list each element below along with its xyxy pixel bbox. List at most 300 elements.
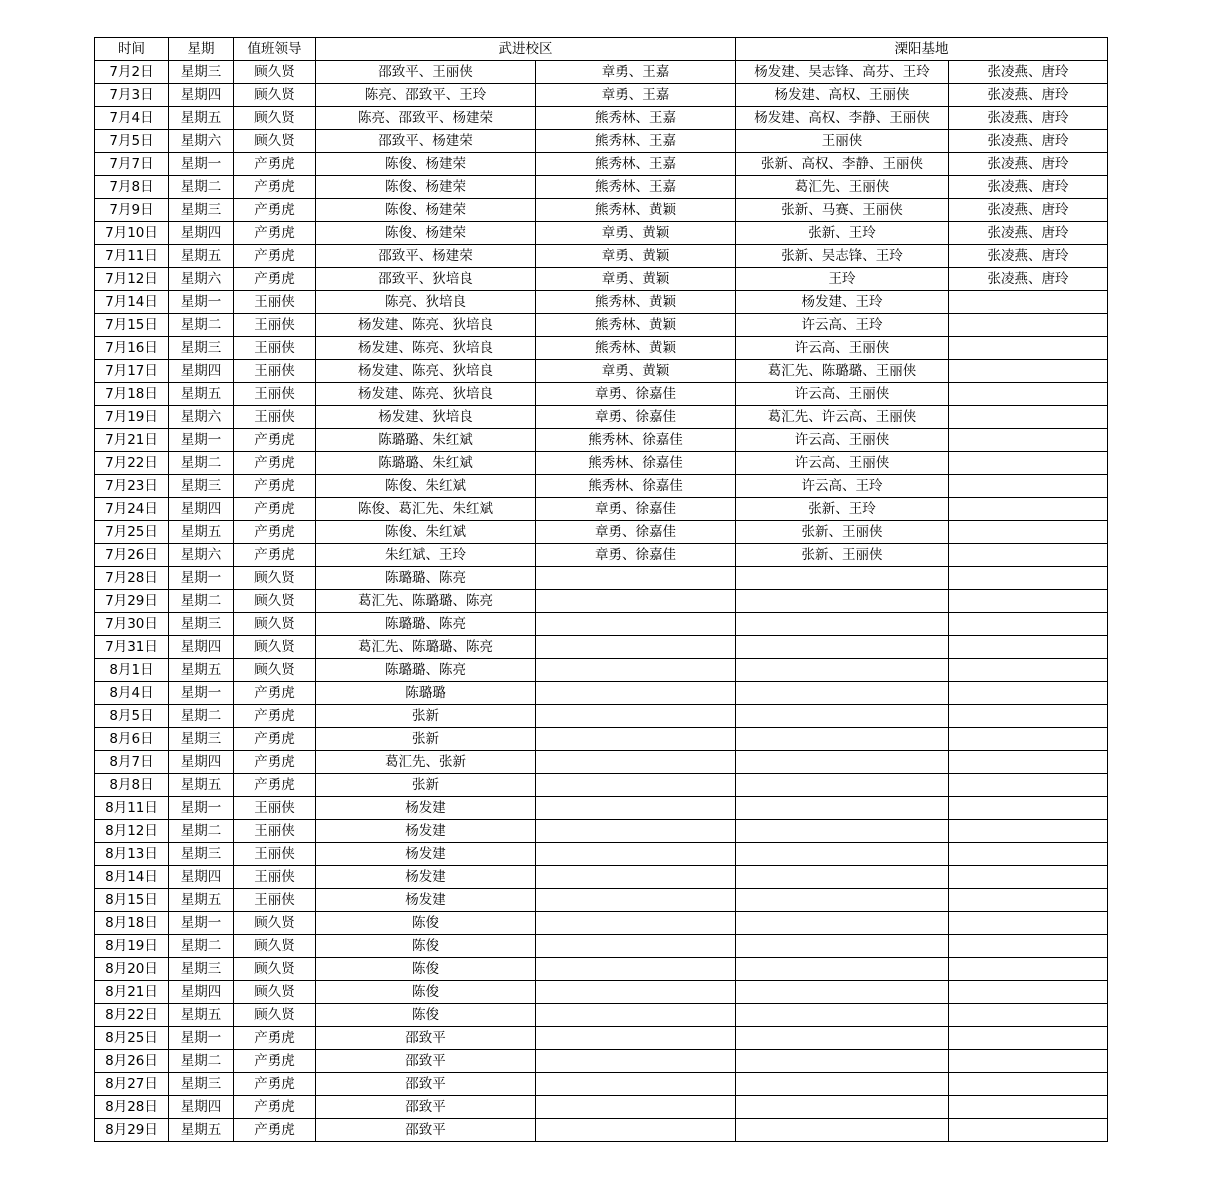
cell-date: 7月23日 [95, 475, 169, 498]
cell-liyang-1: 葛汇先、王丽侠 [736, 176, 949, 199]
cell-liyang-2 [949, 682, 1108, 705]
cell-weekday: 星期四 [169, 1096, 234, 1119]
cell-wujin-2 [536, 659, 736, 682]
cell-liyang-1 [736, 682, 949, 705]
cell-date: 7月11日 [95, 245, 169, 268]
cell-liyang-1: 张新、马赛、王丽侠 [736, 199, 949, 222]
cell-liyang-2 [949, 981, 1108, 1004]
cell-wujin-1: 邵致平 [316, 1073, 536, 1096]
cell-wujin-2 [536, 889, 736, 912]
cell-date: 7月18日 [95, 383, 169, 406]
cell-leader: 王丽侠 [234, 291, 316, 314]
cell-wujin-2 [536, 1050, 736, 1073]
cell-leader: 顾久贤 [234, 636, 316, 659]
cell-wujin-2: 章勇、王嘉 [536, 61, 736, 84]
cell-date: 8月22日 [95, 1004, 169, 1027]
cell-wujin-1: 陈璐璐、朱红斌 [316, 429, 536, 452]
cell-wujin-1: 陈俊、杨建荣 [316, 176, 536, 199]
cell-liyang-2 [949, 751, 1108, 774]
table-row [95, 1027, 1108, 1050]
cell-wujin-1: 邵致平、杨建荣 [316, 245, 536, 268]
cell-liyang-2 [949, 705, 1108, 728]
cell-wujin-2 [536, 705, 736, 728]
cell-liyang-2: 张凌燕、唐玲 [949, 153, 1108, 176]
cell-leader: 产勇虎 [234, 429, 316, 452]
cell-wujin-1: 陈亮、邵致平、王玲 [316, 84, 536, 107]
cell-liyang-2 [949, 866, 1108, 889]
cell-liyang-1: 杨发建、高权、李静、王丽侠 [736, 107, 949, 130]
cell-leader: 产勇虎 [234, 521, 316, 544]
cell-leader: 顾久贤 [234, 958, 316, 981]
cell-wujin-1: 张新 [316, 705, 536, 728]
table-row [95, 360, 1108, 383]
cell-weekday: 星期六 [169, 544, 234, 567]
cell-date: 8月29日 [95, 1119, 169, 1142]
cell-wujin-2: 熊秀林、徐嘉佳 [536, 452, 736, 475]
cell-wujin-1: 张新 [316, 728, 536, 751]
cell-wujin-1: 陈璐璐、朱红斌 [316, 452, 536, 475]
cell-weekday: 星期一 [169, 912, 234, 935]
cell-liyang-2 [949, 889, 1108, 912]
cell-date: 8月6日 [95, 728, 169, 751]
cell-wujin-2: 熊秀林、徐嘉佳 [536, 475, 736, 498]
cell-wujin-1: 陈俊 [316, 1004, 536, 1027]
cell-liyang-1: 许云高、王丽侠 [736, 452, 949, 475]
cell-liyang-1: 许云高、王玲 [736, 475, 949, 498]
cell-liyang-1: 张新、吴志锋、王玲 [736, 245, 949, 268]
cell-liyang-1: 许云高、王丽侠 [736, 337, 949, 360]
cell-wujin-2 [536, 567, 736, 590]
cell-liyang-2: 张凌燕、唐玲 [949, 176, 1108, 199]
cell-leader: 产勇虎 [234, 245, 316, 268]
cell-weekday: 星期四 [169, 981, 234, 1004]
cell-date: 8月28日 [95, 1096, 169, 1119]
cell-date: 8月12日 [95, 820, 169, 843]
table-row [95, 544, 1108, 567]
cell-liyang-2: 张凌燕、唐玲 [949, 61, 1108, 84]
cell-leader: 王丽侠 [234, 337, 316, 360]
cell-liyang-2 [949, 1004, 1108, 1027]
cell-liyang-1: 杨发建、高权、王丽侠 [736, 84, 949, 107]
table-row [95, 176, 1108, 199]
table-row [95, 1119, 1108, 1142]
table-row [95, 820, 1108, 843]
cell-liyang-2 [949, 935, 1108, 958]
header-weekday: 星期 [169, 38, 234, 61]
cell-leader: 产勇虎 [234, 1096, 316, 1119]
cell-date: 7月19日 [95, 406, 169, 429]
cell-leader: 顾久贤 [234, 61, 316, 84]
cell-wujin-2: 章勇、黄颖 [536, 245, 736, 268]
cell-wujin-1: 邵致平 [316, 1119, 536, 1142]
cell-date: 8月15日 [95, 889, 169, 912]
cell-liyang-2 [949, 1050, 1108, 1073]
cell-liyang-1 [736, 728, 949, 751]
cell-leader: 王丽侠 [234, 406, 316, 429]
cell-wujin-1: 陈俊、朱红斌 [316, 521, 536, 544]
cell-liyang-2 [949, 590, 1108, 613]
cell-date: 8月7日 [95, 751, 169, 774]
cell-date: 7月22日 [95, 452, 169, 475]
cell-wujin-2: 熊秀林、王嘉 [536, 176, 736, 199]
cell-liyang-1: 张新、高权、李静、王丽侠 [736, 153, 949, 176]
cell-wujin-2 [536, 1119, 736, 1142]
cell-weekday: 星期六 [169, 268, 234, 291]
table-row [95, 843, 1108, 866]
table-row [95, 935, 1108, 958]
cell-leader: 顾久贤 [234, 107, 316, 130]
cell-date: 7月10日 [95, 222, 169, 245]
cell-wujin-1: 陈璐璐、陈亮 [316, 567, 536, 590]
cell-weekday: 星期三 [169, 475, 234, 498]
cell-liyang-2 [949, 567, 1108, 590]
cell-wujin-2 [536, 774, 736, 797]
cell-liyang-2 [949, 636, 1108, 659]
cell-leader: 产勇虎 [234, 222, 316, 245]
cell-wujin-2 [536, 728, 736, 751]
cell-date: 8月5日 [95, 705, 169, 728]
cell-weekday: 星期四 [169, 84, 234, 107]
cell-liyang-2 [949, 958, 1108, 981]
cell-leader: 顾久贤 [234, 935, 316, 958]
cell-leader: 产勇虎 [234, 199, 316, 222]
cell-date: 7月8日 [95, 176, 169, 199]
cell-wujin-1: 邵致平、王丽侠 [316, 61, 536, 84]
cell-date: 7月21日 [95, 429, 169, 452]
cell-wujin-1: 陈俊 [316, 981, 536, 1004]
cell-wujin-2: 章勇、徐嘉佳 [536, 383, 736, 406]
cell-wujin-1: 邵致平 [316, 1096, 536, 1119]
cell-leader: 产勇虎 [234, 268, 316, 291]
table-row [95, 751, 1108, 774]
cell-wujin-1: 陈璐璐 [316, 682, 536, 705]
cell-weekday: 星期一 [169, 567, 234, 590]
cell-date: 7月2日 [95, 61, 169, 84]
cell-wujin-1: 杨发建、陈亮、狄培良 [316, 360, 536, 383]
cell-wujin-2 [536, 820, 736, 843]
cell-weekday: 星期四 [169, 866, 234, 889]
cell-weekday: 星期六 [169, 406, 234, 429]
cell-wujin-2 [536, 981, 736, 1004]
cell-liyang-1 [736, 1119, 949, 1142]
table-row [95, 521, 1108, 544]
cell-leader: 王丽侠 [234, 843, 316, 866]
cell-liyang-2 [949, 1096, 1108, 1119]
cell-leader: 顾久贤 [234, 590, 316, 613]
cell-weekday: 星期五 [169, 774, 234, 797]
cell-wujin-2 [536, 1096, 736, 1119]
cell-liyang-2: 张凌燕、唐玲 [949, 84, 1108, 107]
cell-wujin-2: 熊秀林、王嘉 [536, 130, 736, 153]
cell-liyang-1 [736, 1050, 949, 1073]
cell-liyang-1 [736, 705, 949, 728]
table-row [95, 383, 1108, 406]
cell-wujin-1: 陈璐璐、陈亮 [316, 659, 536, 682]
cell-wujin-2 [536, 590, 736, 613]
cell-wujin-1: 陈俊 [316, 935, 536, 958]
cell-wujin-1: 陈俊、杨建荣 [316, 222, 536, 245]
cell-leader: 顾久贤 [234, 1004, 316, 1027]
cell-leader: 产勇虎 [234, 705, 316, 728]
cell-date: 7月25日 [95, 521, 169, 544]
cell-liyang-1: 许云高、王玲 [736, 314, 949, 337]
cell-date: 8月4日 [95, 682, 169, 705]
cell-date: 7月17日 [95, 360, 169, 383]
cell-weekday: 星期三 [169, 337, 234, 360]
table-row [95, 728, 1108, 751]
cell-date: 7月16日 [95, 337, 169, 360]
cell-liyang-2 [949, 360, 1108, 383]
table-row [95, 337, 1108, 360]
cell-liyang-1 [736, 659, 949, 682]
cell-weekday: 星期一 [169, 797, 234, 820]
cell-wujin-2 [536, 613, 736, 636]
duty-schedule-table [94, 37, 1108, 1142]
cell-wujin-2: 熊秀林、黄颖 [536, 291, 736, 314]
cell-liyang-2 [949, 774, 1108, 797]
cell-wujin-2: 熊秀林、徐嘉佳 [536, 429, 736, 452]
table-row [95, 475, 1108, 498]
cell-leader: 产勇虎 [234, 1050, 316, 1073]
cell-wujin-2: 章勇、徐嘉佳 [536, 521, 736, 544]
cell-wujin-1: 陈俊、杨建荣 [316, 199, 536, 222]
cell-date: 8月25日 [95, 1027, 169, 1050]
cell-weekday: 星期四 [169, 636, 234, 659]
cell-wujin-2: 章勇、徐嘉佳 [536, 498, 736, 521]
table-row [95, 912, 1108, 935]
table-row [95, 130, 1108, 153]
cell-wujin-1: 张新 [316, 774, 536, 797]
cell-wujin-2 [536, 797, 736, 820]
cell-liyang-1 [736, 981, 949, 1004]
cell-wujin-1: 杨发建 [316, 866, 536, 889]
table-row [95, 682, 1108, 705]
cell-weekday: 星期三 [169, 199, 234, 222]
table-row [95, 659, 1108, 682]
table-row [95, 866, 1108, 889]
header-liyang-base: 溧阳基地 [736, 38, 1108, 61]
cell-wujin-1: 朱红斌、王玲 [316, 544, 536, 567]
cell-liyang-2 [949, 429, 1108, 452]
cell-liyang-2 [949, 337, 1108, 360]
cell-liyang-2 [949, 452, 1108, 475]
cell-date: 8月14日 [95, 866, 169, 889]
cell-liyang-1: 张新、王玲 [736, 498, 949, 521]
table-row [95, 222, 1108, 245]
cell-wujin-1: 杨发建、陈亮、狄培良 [316, 314, 536, 337]
cell-liyang-1 [736, 1096, 949, 1119]
cell-wujin-1: 陈璐璐、陈亮 [316, 613, 536, 636]
cell-weekday: 星期五 [169, 383, 234, 406]
table-row [95, 590, 1108, 613]
cell-date: 8月8日 [95, 774, 169, 797]
table-row [95, 797, 1108, 820]
cell-leader: 产勇虎 [234, 475, 316, 498]
cell-wujin-1: 葛汇先、张新 [316, 751, 536, 774]
cell-wujin-1: 陈俊 [316, 912, 536, 935]
cell-liyang-2 [949, 498, 1108, 521]
table-header [95, 38, 1108, 61]
cell-leader: 产勇虎 [234, 544, 316, 567]
cell-leader: 产勇虎 [234, 728, 316, 751]
cell-leader: 顾久贤 [234, 567, 316, 590]
cell-liyang-1: 许云高、王丽侠 [736, 383, 949, 406]
cell-weekday: 星期五 [169, 1119, 234, 1142]
cell-liyang-1: 葛汇先、陈璐璐、王丽侠 [736, 360, 949, 383]
cell-liyang-1 [736, 1004, 949, 1027]
cell-weekday: 星期五 [169, 659, 234, 682]
cell-liyang-1: 王玲 [736, 268, 949, 291]
table-row [95, 613, 1108, 636]
cell-date: 7月7日 [95, 153, 169, 176]
cell-wujin-1: 杨发建、狄培良 [316, 406, 536, 429]
cell-wujin-1: 邵致平 [316, 1050, 536, 1073]
cell-liyang-2: 张凌燕、唐玲 [949, 130, 1108, 153]
cell-date: 8月19日 [95, 935, 169, 958]
cell-date: 7月30日 [95, 613, 169, 636]
table-row [95, 153, 1108, 176]
cell-leader: 顾久贤 [234, 912, 316, 935]
cell-wujin-2: 章勇、王嘉 [536, 84, 736, 107]
cell-liyang-1 [736, 958, 949, 981]
cell-leader: 产勇虎 [234, 751, 316, 774]
cell-leader: 产勇虎 [234, 682, 316, 705]
cell-leader: 产勇虎 [234, 176, 316, 199]
cell-liyang-2 [949, 406, 1108, 429]
header-date: 时间 [95, 38, 169, 61]
cell-liyang-2 [949, 1027, 1108, 1050]
cell-wujin-1: 邵致平、杨建荣 [316, 130, 536, 153]
cell-liyang-2: 张凌燕、唐玲 [949, 107, 1108, 130]
cell-date: 7月9日 [95, 199, 169, 222]
cell-weekday: 星期一 [169, 153, 234, 176]
cell-date: 7月31日 [95, 636, 169, 659]
cell-weekday: 星期三 [169, 843, 234, 866]
cell-weekday: 星期三 [169, 61, 234, 84]
cell-liyang-1 [736, 912, 949, 935]
cell-date: 7月4日 [95, 107, 169, 130]
cell-wujin-2: 熊秀林、黄颖 [536, 337, 736, 360]
cell-weekday: 星期二 [169, 1050, 234, 1073]
table-row [95, 199, 1108, 222]
cell-weekday: 星期一 [169, 291, 234, 314]
cell-leader: 产勇虎 [234, 1027, 316, 1050]
cell-leader: 顾久贤 [234, 130, 316, 153]
cell-wujin-2 [536, 958, 736, 981]
cell-liyang-1 [736, 1073, 949, 1096]
table-row [95, 107, 1108, 130]
cell-liyang-1 [736, 636, 949, 659]
cell-weekday: 星期五 [169, 245, 234, 268]
cell-weekday: 星期三 [169, 728, 234, 751]
table-body [95, 61, 1108, 1142]
table-row [95, 452, 1108, 475]
cell-date: 8月27日 [95, 1073, 169, 1096]
cell-date: 7月28日 [95, 567, 169, 590]
cell-liyang-2 [949, 521, 1108, 544]
cell-date: 7月3日 [95, 84, 169, 107]
cell-wujin-1: 葛汇先、陈璐璐、陈亮 [316, 636, 536, 659]
cell-liyang-1 [736, 843, 949, 866]
cell-weekday: 星期四 [169, 751, 234, 774]
cell-weekday: 星期二 [169, 314, 234, 337]
cell-liyang-2 [949, 544, 1108, 567]
cell-wujin-2 [536, 1073, 736, 1096]
cell-date: 8月11日 [95, 797, 169, 820]
cell-weekday: 星期一 [169, 682, 234, 705]
cell-leader: 产勇虎 [234, 153, 316, 176]
cell-leader: 产勇虎 [234, 1119, 316, 1142]
cell-liyang-1 [736, 774, 949, 797]
cell-leader: 顾久贤 [234, 981, 316, 1004]
cell-liyang-1 [736, 567, 949, 590]
table-row [95, 981, 1108, 1004]
table-row [95, 406, 1108, 429]
cell-leader: 王丽侠 [234, 383, 316, 406]
cell-wujin-2: 熊秀林、王嘉 [536, 107, 736, 130]
cell-weekday: 星期二 [169, 820, 234, 843]
table-row [95, 429, 1108, 452]
cell-liyang-1 [736, 797, 949, 820]
cell-liyang-1: 王丽侠 [736, 130, 949, 153]
cell-date: 8月21日 [95, 981, 169, 1004]
cell-liyang-2 [949, 1073, 1108, 1096]
table-row [95, 636, 1108, 659]
table-row [95, 774, 1108, 797]
cell-liyang-1 [736, 889, 949, 912]
cell-wujin-2: 章勇、黄颖 [536, 268, 736, 291]
cell-wujin-1: 陈俊、杨建荣 [316, 153, 536, 176]
header-row [95, 38, 1108, 61]
cell-liyang-2 [949, 843, 1108, 866]
cell-liyang-1 [736, 866, 949, 889]
cell-wujin-2 [536, 935, 736, 958]
cell-date: 8月1日 [95, 659, 169, 682]
cell-liyang-2 [949, 314, 1108, 337]
cell-weekday: 星期二 [169, 176, 234, 199]
cell-date: 7月24日 [95, 498, 169, 521]
cell-wujin-2: 章勇、黄颖 [536, 360, 736, 383]
cell-liyang-1: 葛汇先、许云高、王丽侠 [736, 406, 949, 429]
cell-wujin-2 [536, 636, 736, 659]
cell-weekday: 星期五 [169, 107, 234, 130]
cell-wujin-2 [536, 912, 736, 935]
cell-weekday: 星期三 [169, 613, 234, 636]
cell-weekday: 星期四 [169, 498, 234, 521]
cell-liyang-2 [949, 475, 1108, 498]
cell-weekday: 星期四 [169, 222, 234, 245]
table-row [95, 498, 1108, 521]
cell-wujin-2: 章勇、黄颖 [536, 222, 736, 245]
cell-wujin-2: 章勇、徐嘉佳 [536, 406, 736, 429]
table-row [95, 567, 1108, 590]
cell-weekday: 星期二 [169, 935, 234, 958]
cell-wujin-2 [536, 751, 736, 774]
header-leader: 值班领导 [234, 38, 316, 61]
cell-weekday: 星期五 [169, 1004, 234, 1027]
cell-liyang-2 [949, 912, 1108, 935]
cell-wujin-2: 熊秀林、王嘉 [536, 153, 736, 176]
cell-weekday: 星期二 [169, 452, 234, 475]
table-row [95, 1073, 1108, 1096]
cell-weekday: 星期四 [169, 360, 234, 383]
cell-weekday: 星期二 [169, 705, 234, 728]
cell-liyang-1: 张新、王丽侠 [736, 521, 949, 544]
cell-date: 7月15日 [95, 314, 169, 337]
table-row [95, 84, 1108, 107]
cell-date: 7月5日 [95, 130, 169, 153]
cell-liyang-2 [949, 820, 1108, 843]
